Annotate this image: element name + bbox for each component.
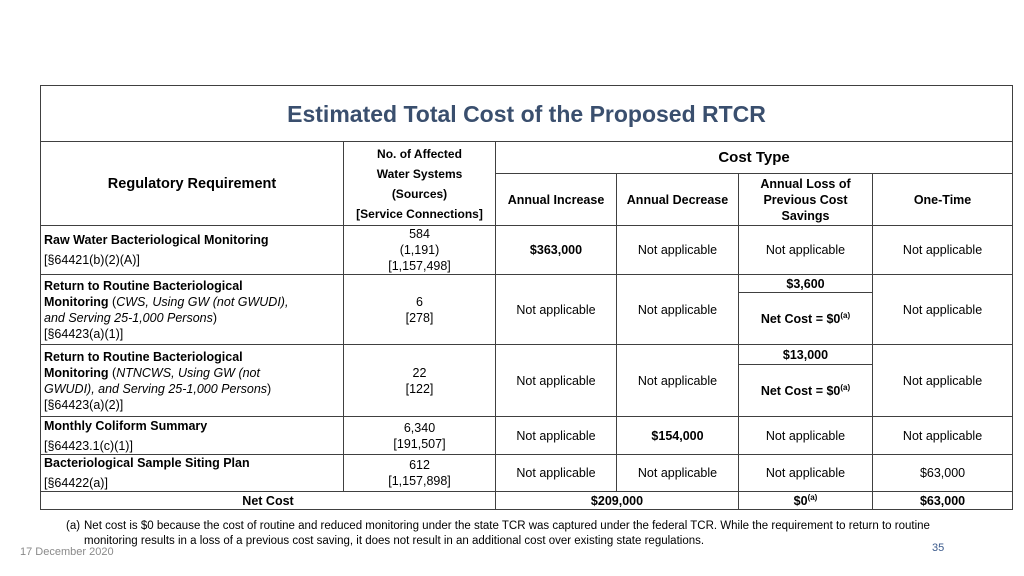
requirement-cell: Bacteriological Sample Siting Plan [§64422(a)] — [41, 455, 344, 492]
annual-increase-cell: Not applicable — [496, 455, 617, 492]
annual-decrease-cell: Not applicable — [617, 226, 739, 275]
header-regulatory-requirement: Regulatory Requirement — [41, 142, 344, 226]
table-row — [41, 345, 1013, 365]
annual-loss-amount-cell: $3,600 — [739, 275, 873, 293]
one-time-cell: Not applicable — [873, 275, 1013, 345]
total-row — [41, 492, 1013, 510]
affected-cell: 22 [122] — [344, 345, 496, 417]
annual-loss-amount-cell: $13,000 — [739, 345, 873, 365]
annual-decrease-cell: Not applicable — [617, 275, 739, 345]
annual-loss-cell: Not applicable — [739, 226, 873, 275]
requirement-cell: Monthly Coliform Summary [§64423.1(c)(1)] — [41, 417, 344, 455]
total-one-time: $63,000 — [873, 492, 1013, 510]
affected-cell: 6 [278] — [344, 275, 496, 345]
annual-loss-cell: Not applicable — [739, 417, 873, 455]
cost-table — [40, 85, 1013, 510]
one-time-cell: Not applicable — [873, 345, 1013, 417]
annual-increase-cell: Not applicable — [496, 275, 617, 345]
table-title: Estimated Total Cost of the Proposed RTCR — [41, 86, 1013, 142]
footnote — [66, 519, 946, 549]
page-number: 35 — [932, 542, 945, 554]
header-one-time: One-Time — [873, 174, 1013, 226]
total-label: Net Cost — [41, 492, 496, 510]
total-annual: $209,000 — [496, 492, 739, 510]
header-annual-decrease: Annual Decrease — [617, 174, 739, 226]
annual-decrease-cell: $154,000 — [617, 417, 739, 455]
affected-cell: 584 (1,191) [1,157,498] — [344, 226, 496, 275]
annual-increase-cell: Not applicable — [496, 417, 617, 455]
footer-date: 17 December 2020 — [20, 546, 114, 558]
total-loss: $0$^{(a)}$ — [739, 492, 873, 510]
one-time-cell: Not applicable — [873, 226, 1013, 275]
table-row — [41, 275, 1013, 293]
annual-decrease-cell: Not applicable — [617, 345, 739, 417]
footnote-text: Net cost is $0 because the cost of routine and reduced monitoring under the state TCR was captured under the federal TCR. While the requirement to return to routine monitoring results in a loss of a previous cost saving, it does not result in an additional cost over existing state regulations. — [84, 520, 930, 547]
annual-increase-cell: Not applicable — [496, 345, 617, 417]
one-time-cell: $63,000 — [873, 455, 1013, 492]
table-row — [41, 455, 1013, 492]
table-row — [41, 226, 1013, 275]
requirement-cell: Return to Routine Bacteriological Monitoring (CWS, Using GW (not GWUDI), and Serving 25-1,000 Persons) [§64423(a)(1)] — [41, 275, 344, 345]
requirement-cell: Return to Routine Bacteriological Monitoring (NTNCWS, Using GW (not GWUDI), and Serving 25-1,000 Persons) [§64423(a)(2)] — [41, 345, 344, 417]
header-cost-type: Cost Type — [496, 142, 1013, 174]
annual-increase-cell: $363,000 — [496, 226, 617, 275]
header-annual-loss: Annual Loss of Previous Cost Savings — [739, 174, 873, 226]
annual-loss-cell: Not applicable — [739, 455, 873, 492]
footnote-label: (a) — [66, 520, 81, 532]
table-row — [41, 417, 1013, 455]
header-affected-systems: No. of Affected Water Systems (Sources) [Service Connections] — [344, 142, 496, 226]
affected-cell: 612 [1,157,898] — [344, 455, 496, 492]
one-time-cell: Not applicable — [873, 417, 1013, 455]
header-annual-increase: Annual Increase — [496, 174, 617, 226]
requirement-cell: Raw Water Bacteriological Monitoring [§64421(b)(2)(A)] — [41, 226, 344, 275]
affected-cell: 6,340 [191,507] — [344, 417, 496, 455]
annual-loss-net-cell: Net Cost = $\$0^{(a)}$ — [739, 293, 873, 345]
annual-decrease-cell: Not applicable — [617, 455, 739, 492]
annual-loss-net-cell: Net Cost = $\$0^{(a)}$ — [739, 365, 873, 417]
